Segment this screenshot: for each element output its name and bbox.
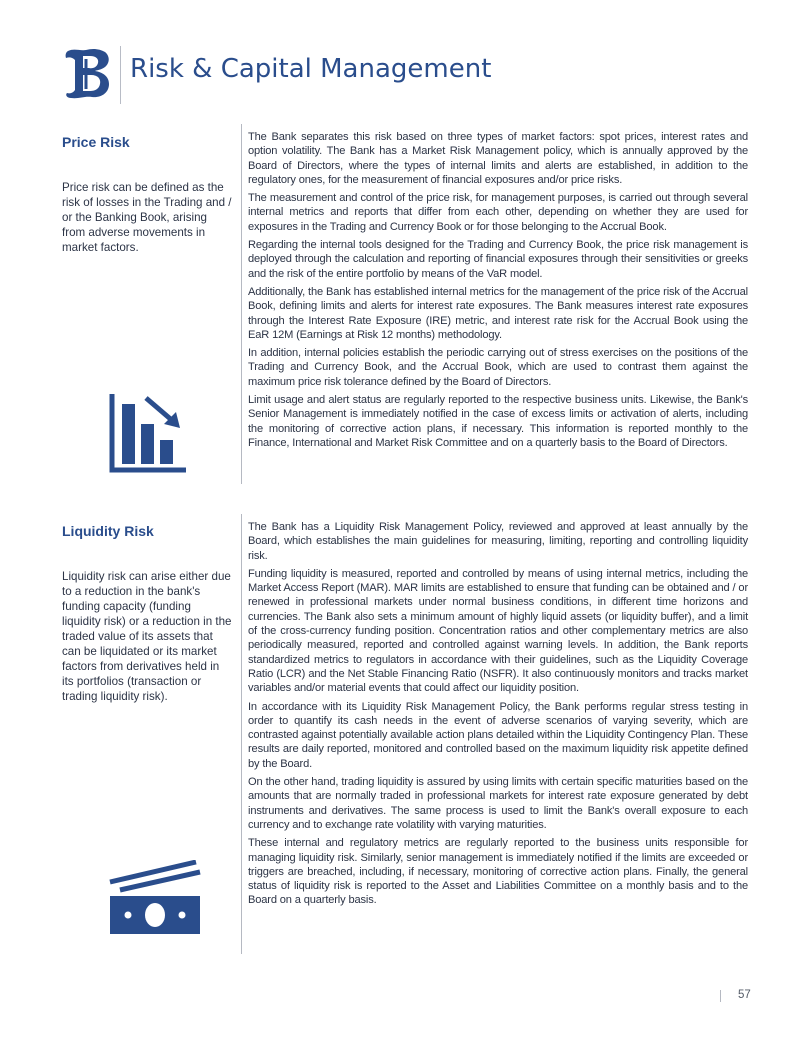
page-title: Risk & Capital Management xyxy=(130,54,492,84)
body-paragraph: The measurement and control of the price risk, for management purposes, is carried out through several internal metrics and reports that differ from each other, depending on whether they are used for exposures in the Trading and Currency Book or for those belonging to the Accrual Book. xyxy=(248,192,748,233)
body-paragraph: On the other hand, trading liquidity is assured by using limits with certain specific maturities based on the amounts that are normally traded in professional markets for interest rate exposure generated by debt instruments and derivatives. The same process is used to limit the Bank's overall exposure to each currency and to exchange rate volatility with varying maturities. xyxy=(248,776,748,831)
page-number: 57 xyxy=(738,989,751,1001)
bank-monogram-icon xyxy=(64,48,112,100)
liquidity-risk-sidebar xyxy=(62,520,232,704)
footer-divider xyxy=(720,990,721,1002)
body-paragraph: Limit usage and alert status are regularly reported to the respective business units. Likewise, the Bank's Senior Management is immediately notified in the case of excess limits or activation of alerts, including the monitoring of corrective action plans, if necessary. This information is reported monthly to the Finance, International and Market Risk Committee and on a quarterly basis to the Board of Directors. xyxy=(248,394,748,449)
section-title: Price Risk xyxy=(62,134,130,150)
header-divider xyxy=(120,46,121,104)
body-paragraph: Funding liquidity is measured, reported and controlled by means of using internal metrics, including the Market Access Report (MAR). MAR limits are established to ensure that funding can be obtained and / or renewed in professional markets under normal business conditions, in different time horizons and currencies. The Bank also sets a minimum amount of highly liquid assets (or liquidity buffer), and a limit of the cross-currency funding position. Concentration ratios and other complementary metrics are also periodically measured, reported and controlled against warning levels. In addition, the Bank reports standardized metrics to regulators in accordance with their guidelines, such as the Liquidity Coverage Ratio (LCR) and the Net Stable Financing Ratio (NSFR). It also continuously monitors and tracks market variables and/or material events that could affect our liquidity position. xyxy=(248,567,748,695)
section-divider xyxy=(241,124,242,484)
declining-bar-chart-icon xyxy=(108,392,188,479)
section-title: Liquidity Risk xyxy=(62,523,154,539)
price-risk-body xyxy=(248,130,748,454)
section-description: Liquidity risk can arise either due to a reduction in the bank's funding capacity (funding liquidity risk) or a reduction in the traded value of its assets that can be liquidated or its market factors from derivatives held in its portfolios (transaction or trading liquidity risk). xyxy=(62,570,232,703)
banknotes-icon xyxy=(108,860,204,941)
price-risk-sidebar xyxy=(62,130,232,255)
liquidity-risk-section xyxy=(62,520,748,958)
body-paragraph: The Bank has a Liquidity Risk Management Policy, reviewed and approved at least annually by the Board, which establishes the main guidelines for measuring, limiting, reporting and controlling liquidity risk. xyxy=(248,521,748,562)
body-paragraph: Additionally, the Bank has established internal metrics for the management of the price risk of the Accrual Book, defining limits and alerts for interest rate exposures. The Bank measures interest rate exposures through the Interest Rate Exposure (IRE) metric, and interest rate risk for the Accrual Book using the EaR 12M (Earnings at Risk 12 months) methodology. xyxy=(248,285,748,341)
body-paragraph: Regarding the internal tools designed for the Trading and Currency Book, the price risk management is deployed through the calculation and reporting of financial exposures through their sensitivities or greeks and the risk of the entire portfolio by means of the VaR model. xyxy=(248,239,748,280)
body-paragraph: The Bank separates this risk based on three types of market factors: spot prices, interest rates and option volatility. The Bank has a Market Risk Management policy, which is annually approved by the Board of Directors, where the types of internal limits and alerts are established, in addition to the regulatory ones, for the measurement of financial exposures and/or price risks. xyxy=(248,131,748,186)
body-paragraph: These internal and regulatory metrics are regularly reported to the business units responsible for managing liquidity risk. Similarly, senior management is immediately notified if the limits are exceeded or triggers are breached, including, if necessary, monitoring of corrective action plans. Finally, the general status of liquidity risk is reported to the Asset and Liabilities Committee on a monthly basis and to the Board on a quarterly basis. xyxy=(248,837,748,907)
section-description: Price risk can be defined as the risk of losses in the Trading and / or the Banking Book, arising from adverse movements in market factors. xyxy=(62,181,232,254)
section-divider xyxy=(241,514,242,954)
body-paragraph: In addition, internal policies establish the periodic carrying out of stress exercises on the positions of the Trading and Currency Book, and the Accrual Book, which are used to contrast them against the maximum price risk tolerance defined by the Board of Directors. xyxy=(248,347,748,388)
liquidity-risk-body xyxy=(248,520,748,912)
body-paragraph: In accordance with its Liquidity Risk Management Policy, the Bank performs regular stress testing in order to quantify its cash needs in the event of adverse scenarios of varying severity, which are contrasted against potentially available action plans detailed within the Liquidity Contingency Plan. These results are daily reported, monitored and controlled based on the maximum liquidity risk appetite defined by the Board. xyxy=(248,700,748,770)
price-risk-section xyxy=(62,130,748,490)
